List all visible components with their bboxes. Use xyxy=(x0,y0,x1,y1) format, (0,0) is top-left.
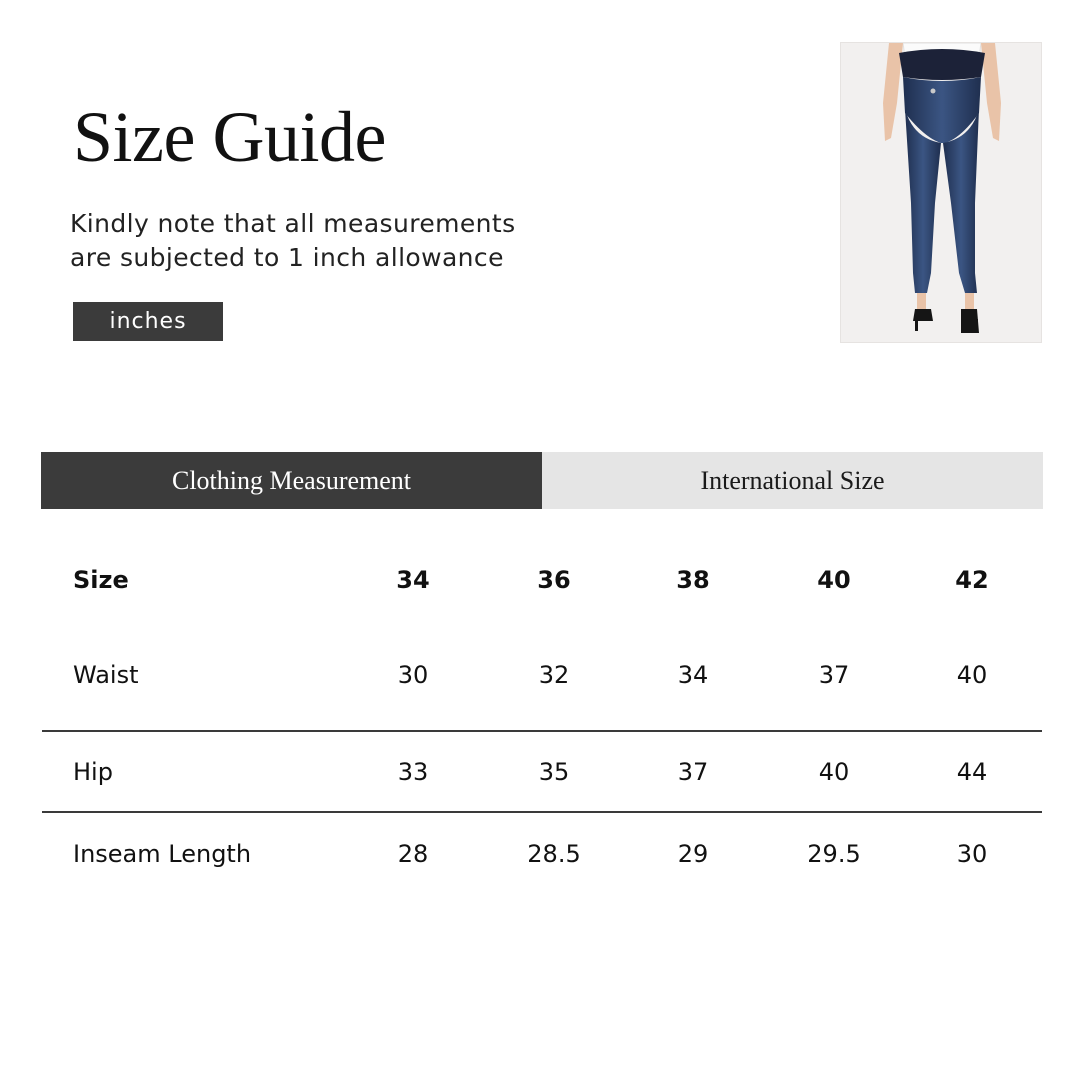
row-label: Size xyxy=(73,566,129,594)
tab-clothing-measurement[interactable] xyxy=(41,452,542,509)
maternity-jeans-model-image xyxy=(841,43,1042,343)
cell-value: 37 xyxy=(818,661,850,689)
unit-label: inches xyxy=(109,309,187,334)
cell-value: 34 xyxy=(677,661,709,689)
cell-value: 40 xyxy=(956,661,988,689)
cell-value: 29 xyxy=(677,840,709,868)
size-value: 42 xyxy=(955,566,989,594)
cell-value: 28.5 xyxy=(527,840,581,868)
cell-value: 28 xyxy=(397,840,429,868)
size-value: 38 xyxy=(676,566,710,594)
tab-clothing-measurement-label: Clothing Measurement xyxy=(171,465,411,495)
cell-value: 30 xyxy=(956,840,988,868)
page-title: Size Guide xyxy=(73,97,386,177)
tab-international-size-label: International Size xyxy=(700,465,885,495)
row-label: Hip xyxy=(73,757,113,786)
note-line-1: Kindly note that all measurements xyxy=(70,209,516,238)
cell-value: 40 xyxy=(818,757,850,786)
size-value: 34 xyxy=(396,566,430,594)
cell-value: 29.5 xyxy=(807,840,861,868)
row-label: Inseam Length xyxy=(73,840,252,868)
cell-value: 37 xyxy=(677,757,709,786)
cell-value: 33 xyxy=(397,757,429,786)
measurement-tabs xyxy=(41,452,1043,509)
cell-value: 35 xyxy=(538,757,570,786)
cell-value: 44 xyxy=(956,757,988,786)
product-photo xyxy=(840,42,1042,343)
table-row-inseam-length xyxy=(42,813,1042,895)
cell-value: 32 xyxy=(538,661,570,689)
row-label: Waist xyxy=(73,661,139,689)
tab-international-size[interactable] xyxy=(542,452,1043,509)
cell-value: 30 xyxy=(397,661,429,689)
size-header-row xyxy=(42,540,1042,620)
unit-badge[interactable] xyxy=(73,302,223,341)
table-row-hip xyxy=(42,732,1042,813)
size-value: 40 xyxy=(817,566,851,594)
table-row-waist xyxy=(42,620,1042,732)
allowance-note xyxy=(70,207,590,275)
size-value: 36 xyxy=(537,566,571,594)
note-line-2: are subjected to 1 inch allowance xyxy=(70,243,504,272)
size-table xyxy=(42,540,1042,895)
